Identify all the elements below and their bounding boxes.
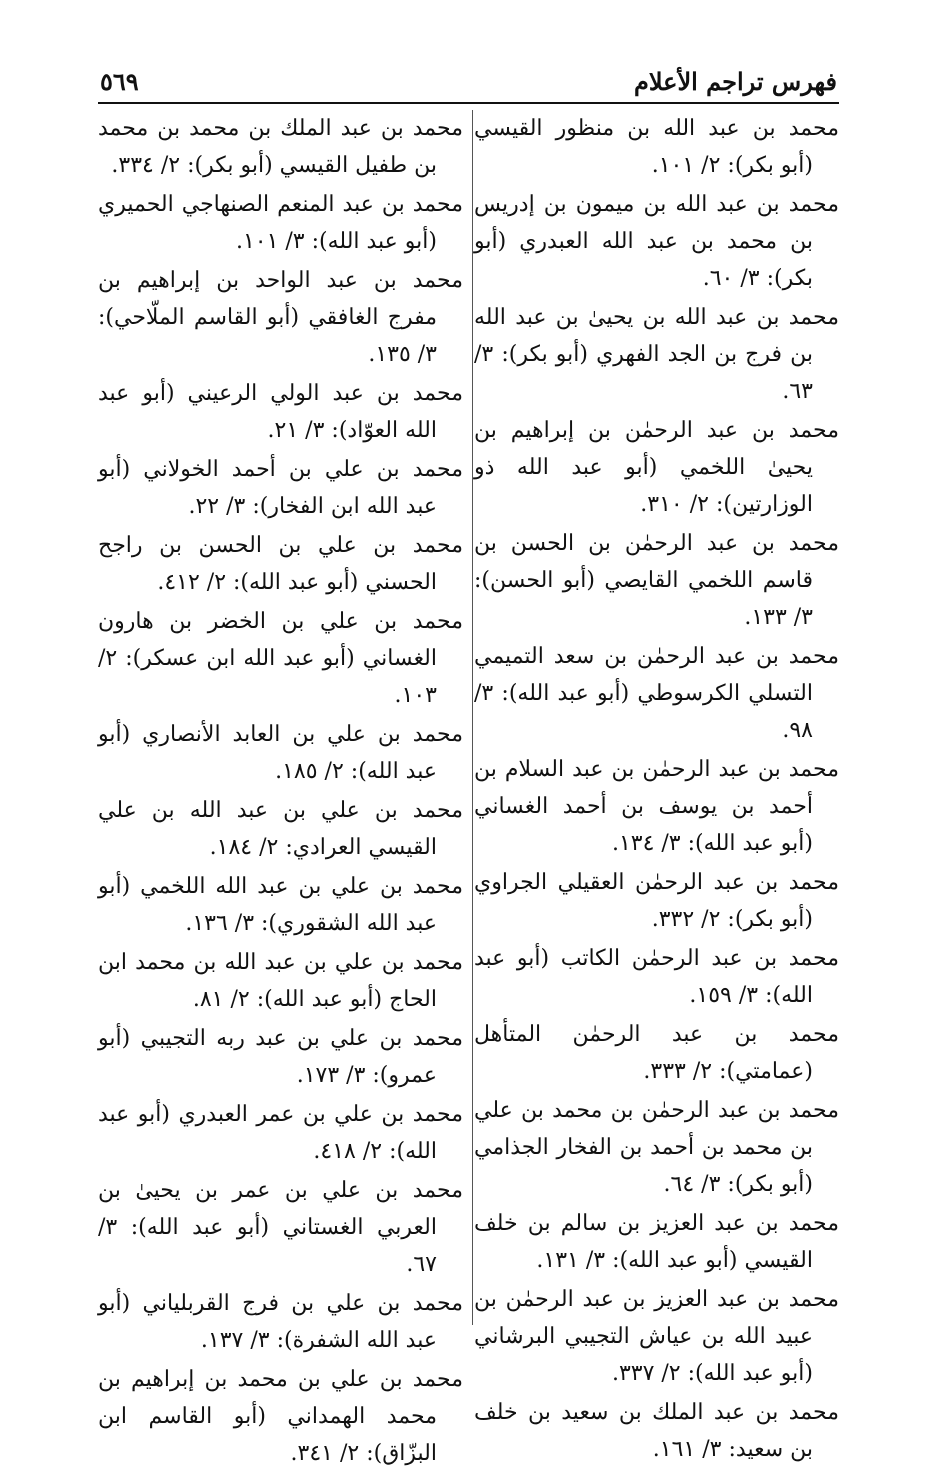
index-entry: محمد بن عبد الله بن منظور القيسي (أبو بكر): ٢/ ١٠١. [474, 116, 839, 178]
index-entry: محمد بن عبد الملك بن محمد بن محمد بن طفيل القيسي (أبو بكر): ٢/ ٣٣٤. [98, 116, 463, 178]
index-column-right [474, 110, 839, 1462]
index-entry: محمد بن علي بن أحمد الخولاني (أبو عبد الله ابن الفخار): ٣/ ٢٢. [98, 457, 463, 519]
index-entry: محمد بن عبد العزيز بن عبد الرحمٰن بن عبيد الله بن عياش التجيبي البرشاني (أبو عبد الله): ٢/ ٣٣٧. [474, 1287, 839, 1386]
index-entry: محمد بن عبد الملك بن سعيد بن خلف بن سعيد: ٣/ ١٦١. [474, 1400, 839, 1462]
header-rule [98, 102, 839, 104]
index-column-left [98, 110, 463, 1466]
index-entry: محمد بن عبد الرحمٰن بن إبراهيم بن يحيىٰ اللخمي (أبو عبد الله ذو الوزارتين): ٢/ ٣١٠. [474, 418, 839, 517]
index-entry: محمد بن عبد المنعم الصنهاجي الحميري (أبو عبد الله): ٣/ ١٠١. [98, 192, 463, 254]
index-entry: محمد بن عبد الله بن يحيىٰ بن عبد الله بن فرج بن الجد الفهري (أبو بكر): ٣/ ٦٣. [474, 305, 839, 404]
index-entry: محمد بن عبد الولي الرعيني (أبو عبد الله العوّاد): ٣/ ٢١. [98, 381, 463, 443]
index-entry: محمد بن عبد العزيز بن سالم بن خلف القيسي (أبو عبد الله): ٣/ ١٣١. [474, 1211, 839, 1273]
index-entry: محمد بن علي بن عبد ربه التجيبي (أبو عمرو): ٣/ ١٧٣. [98, 1026, 463, 1088]
index-entry: محمد بن علي بن عبد الله بن محمد ابن الحاج (أبو عبد الله): ٢/ ٨١. [98, 950, 463, 1012]
index-entry: محمد بن عبد الرحمٰن بن عبد السلام بن أحمد بن يوسف بن أحمد الغساني (أبو عبد الله): ٣/ ١٣٤. [474, 757, 839, 856]
index-entry: محمد بن علي بن عبد الله اللخمي (أبو عبد الله الشقوري): ٣/ ١٣٦. [98, 874, 463, 936]
index-entry: محمد بن علي بن الحسن بن راجح الحسني (أبو عبد الله): ٢/ ٤١٢. [98, 533, 463, 595]
page-header [100, 62, 837, 102]
index-entry: محمد بن علي بن الخضر بن هارون الغساني (أبو عبد الله ابن عسكر): ٢/ ١٠٣. [98, 609, 463, 708]
index-entry: محمد بن علي بن عبد الله بن علي القيسي العرادي: ٢/ ١٨٤. [98, 798, 463, 860]
index-entry: محمد بن عبد الرحمٰن بن سعد التميمي التسلي الكرسوطي (أبو عبد الله): ٣/ ٩٨. [474, 644, 839, 743]
page-number: ٥٦٩ [100, 67, 139, 96]
index-entry: محمد بن عبد الرحمٰن العقيلي الجراوي (أبو بكر): ٢/ ٣٣٢. [474, 870, 839, 932]
index-entry: محمد بن عبد الواحد بن إبراهيم بن مفرج الغافقي (أبو القاسم الملّاحي): ٣/ ١٣٥. [98, 268, 463, 367]
index-entry: محمد بن عبد الرحمٰن المتأهل (عمامتي): ٢/ ٣٣٣. [474, 1022, 839, 1084]
index-entry: محمد بن عبد الرحمٰن الكاتب (أبو عبد الله): ٣/ ١٥٩. [474, 946, 839, 1008]
index-entry: محمد بن علي بن العابد الأنصاري (أبو عبد الله): ٢/ ١٨٥. [98, 722, 463, 784]
index-entry: محمد بن علي بن عمر العبدري (أبو عبد الله): ٢/ ٤١٨. [98, 1102, 463, 1164]
index-entry: محمد بن عبد الله بن ميمون بن إدريس بن محمد بن عبد الله العبدري (أبو بكر): ٣/ ٦٠. [474, 192, 839, 291]
index-entry: محمد بن علي بن محمد بن إبراهيم بن محمد الهمداني (أبو القاسم ابن البزّاق): ٢/ ٣٤١. [98, 1367, 463, 1466]
index-entry: محمد بن عبد الرحمٰن بن محمد بن علي بن محمد بن أحمد بن الفخار الجذامي (أبو بكر): ٣/ ٦٤. [474, 1098, 839, 1197]
index-entry: محمد بن علي بن عمر بن يحيىٰ بن العربي الغستاني (أبو عبد الله): ٣/ ٦٧. [98, 1178, 463, 1277]
index-entry: محمد بن علي بن فرج القربلياني (أبو عبد الله الشفرة): ٣/ ١٣٧. [98, 1291, 463, 1353]
index-entry: محمد بن عبد الرحمٰن بن الحسن بن قاسم اللخمي القايصي (أبو الحسن): ٣/ ١٣٣. [474, 531, 839, 630]
running-title: فهرس تراجم الأعلام [633, 67, 837, 96]
column-divider [472, 110, 473, 1325]
